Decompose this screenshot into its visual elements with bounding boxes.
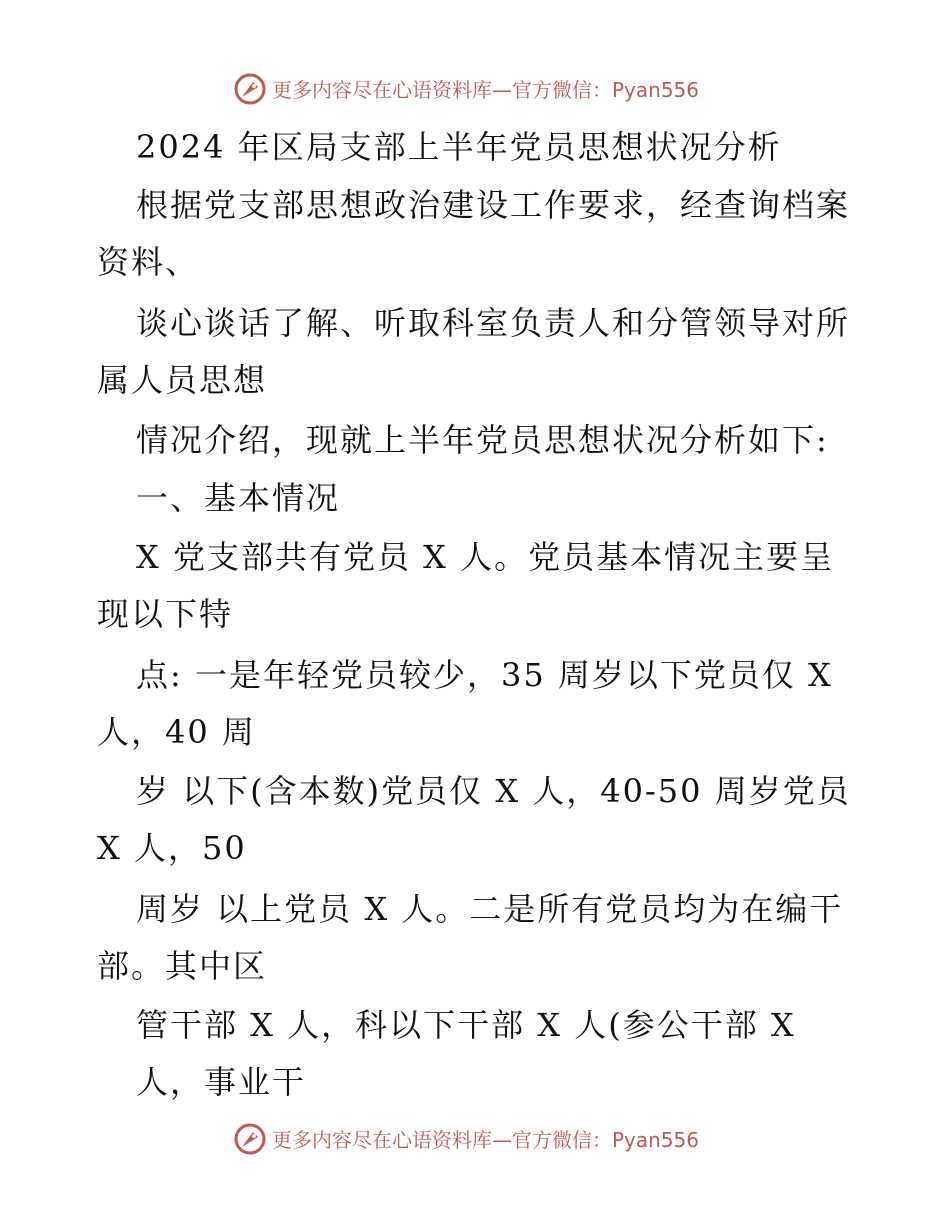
paragraph-line: X 人，50	[97, 829, 247, 867]
header-banner	[0, 70, 950, 110]
document-title: 2024 年区局支部上半年党员思想状况分析	[136, 128, 782, 166]
paragraph-line: 部。其中区	[97, 947, 268, 985]
paragraph-line: 管干部 X 人，科以下干部 X 人(参公干部 X	[136, 1006, 796, 1044]
pen-nib-icon	[233, 72, 267, 106]
paragraph-line: 点: 一是年轻党员较少，35 周岁以下党员仅 X	[136, 656, 833, 694]
paragraph-line: 人，事业干	[136, 1063, 307, 1101]
paragraph-line: 现以下特	[97, 595, 234, 633]
paragraph-line: 人，40 周	[97, 713, 256, 751]
pen-nib-icon	[233, 1122, 267, 1156]
paragraph-line: 根据党支部思想政治建设工作要求，经查询档案	[136, 186, 851, 224]
paragraph-line: 周岁 以上党员 X 人。二是所有党员均为在编干	[136, 890, 844, 928]
paragraph-line: 情况介绍，现就上半年党员思想状况分析如下:	[136, 421, 829, 459]
paragraph-line: 资料、	[97, 243, 200, 281]
paragraph-line: 属人员思想	[97, 361, 268, 399]
banner-text: 更多内容尽在心语资料库—官方微信：Pyan556	[272, 1128, 700, 1152]
footer-banner	[0, 1120, 950, 1160]
paragraph-line: 谈心谈话了解、听取科室负责人和分管领导对所	[136, 304, 851, 342]
banner-text: 更多内容尽在心语资料库—官方微信：Pyan556	[272, 78, 700, 102]
paragraph-line: 岁 以下(含本数)党员仅 X 人，40-50 周岁党员	[136, 772, 851, 810]
section-heading: 一、基本情况	[136, 479, 341, 517]
paragraph-line: X 党支部共有党员 X 人。党员基本情况主要呈	[136, 538, 835, 576]
